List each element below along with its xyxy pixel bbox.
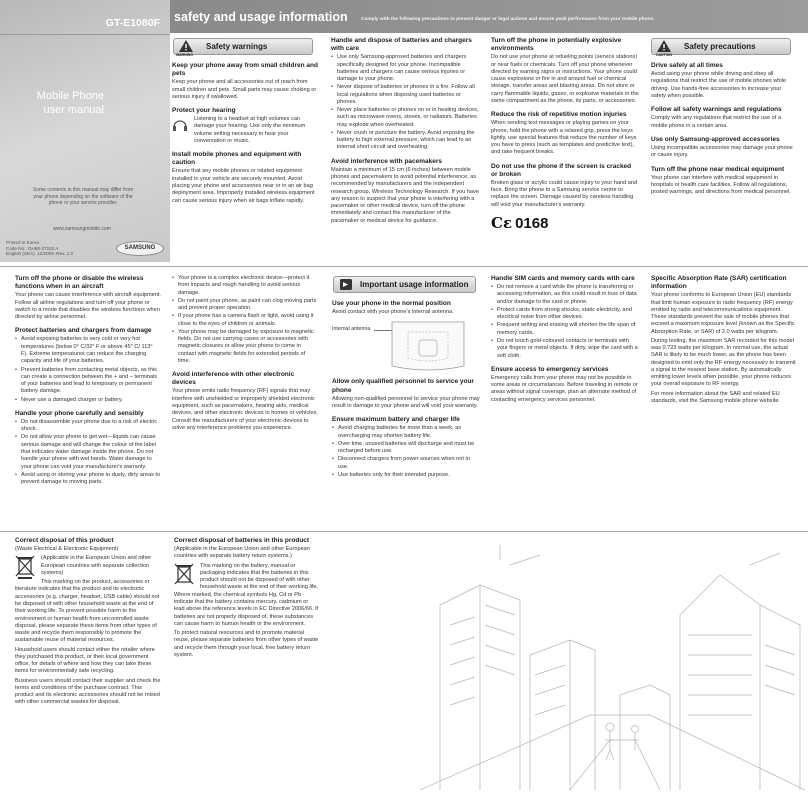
list-item: • Never place batteries or phones on or in heating devices, such as microwave ovens, stoves, or radiators. Batteries may explode when overheated. [331, 107, 479, 129]
list-item: • Do not paint your phone, as paint can clog moving parts and prevent proper operation. [172, 298, 318, 313]
list-item: • Never crush or puncture the battery. Avoid exposing the battery to high external pressure, which can lead to an internal short circuit and overheating. [331, 130, 479, 152]
antenna-diagram [332, 320, 480, 372]
section-heading: Protect batteries and chargers from damage [15, 327, 152, 335]
section-heading: Follow all safety warnings and regulations [651, 106, 782, 114]
section-heading: Correct disposal of batteries in this product [174, 537, 310, 544]
paragraph: Your phone can cause interference with aircraft equipment. Follow all airline regulations and turn off your phone or switch to a mode that disables the wireless functions when directed by airline personnel. [15, 292, 161, 321]
section-battery-disposal [174, 537, 320, 661]
samsung-logo: SAMSUNG [116, 241, 164, 256]
list-item: • Avoid exposing batteries to very cold or very hot temperatures (below 0° C/32° F or above 45° C/ 113° F). Extreme temperatures can reduce the charging capacity and life of your batteries. [15, 336, 161, 365]
cover-note: Some contents in this manual may differ from your phone depending on the software of the phone or your service provider. [32, 187, 134, 206]
paragraph: Broken glass or acrylic could cause injury to your hand and face. Bring the phone to a Samsung service centre to replace the screen. Damage caused by careless handling will void your manufacturer's warranty. [491, 179, 638, 208]
list-item: • Your phone is a complex electronic device—protect it from impacts and rough handling to avoid serious damage. [172, 275, 318, 297]
fold-line [0, 266, 808, 267]
list-item: • Disconnect chargers from power sources when not in use. [332, 456, 480, 471]
section-heading: Ensure maximum battery and charger life [332, 416, 460, 424]
paragraph: Household users should contact either the retailer where they purchased this product, or their local government office, for details of where and how they can take these items for environmentally safe recycling. [15, 646, 155, 675]
list-item: • Use only Samsung-approved batteries and chargers specifically designed for your phone. Incompatible batteries and chargers can cause serious injuries or damage to your phone. [331, 54, 479, 83]
paragraph: (Waste Electrical & Electronic Equipment) [15, 546, 119, 553]
section-safety-precautions [651, 62, 797, 198]
paragraph: This marking on the battery, manual or packaging indicates that the batteries in this product should not be disposed of with other household waste at the end of their working life. Where marked, the chemical symbols Hg, Cd or Pb indicate that the battery contains mercury, cadmium or lead above the reference levels in EC Directive 2006/66. If batteries are not properly disposed of, these substances can cause harm to human health or the environment. [174, 562, 319, 627]
list-item: • Do not disassemble your phone due to a risk of electric shock. [15, 419, 161, 434]
list-item: • If your phone has a camera flash or light, avoid using it close to the eyes of children or animals. [172, 313, 318, 328]
section-heading: Handle SIM cards and memory cards with care [491, 275, 635, 282]
header-bar [170, 0, 808, 33]
phone-illustration [388, 320, 468, 372]
paragraph: Using incompatible accessories may damage your phone or cause injury. [651, 144, 793, 159]
paragraph: Keep your phone and all accessories out of reach from small children and pets. Small parts may cause choking or serious injury if swallowed. [172, 79, 317, 100]
section-heading: Turn off the phone in potentially explosive environments [491, 37, 622, 53]
list-item: • Avoid using or storing your phone in dusty, dirty areas to prevent damage to moving parts. [15, 472, 161, 487]
paragraph: (Applicable in the European Union and other European countries with separate battery return systems.) [174, 546, 310, 560]
paragraph: Comply with any regulations that restrict the use of a mobile phone in a certain area. [651, 115, 781, 129]
list-item: • Never dispose of batteries or phones in a fire. Follow all local regulations when disposing used batteries or phones. [331, 84, 479, 106]
list-item: • Prevent batteries from contacting metal objects, as this can create a connection between the + and – terminals of your batteries and lead to temporary or permanent battery damage. [15, 367, 161, 396]
section-heading: Specific Absorption Rate (SAR) certification information [651, 275, 787, 291]
section-heading: Turn off the phone or disable the wireless functions when in an aircraft [15, 275, 144, 291]
section-aircraft-batteries [15, 275, 161, 487]
list-item: • Protect cards from strong shocks, static electricity, and electrical noise from other devices. [491, 307, 639, 322]
paragraph: Do not use your phone at refueling points (service stations) or near fuels or chemicals. Turn off your phone whenever directed by warning signs or instructions. Your phone could cause explosions or fire in and around fuel or chemical storage, transfer areas and blasting areas. Do not store or carry flammable liquids, gases, or explosive materials in the same compartment as the phone, its parts, or accessories. [491, 54, 639, 104]
section-safety-warnings [172, 62, 318, 207]
cover-title-line1: Mobile Phone [36, 90, 104, 102]
section-device-care [172, 275, 318, 434]
section-sim-emergency [491, 275, 639, 406]
crossed-bin-icon [15, 555, 37, 581]
print-info: Printed in Korea Code No.: GH68-27162 A English (SEA). 12/2009. Rev. 1.0 [6, 240, 74, 257]
paragraph: Allowing non-qualified personnel to service your phone may result in damage to your phone and will void your warranty. [332, 395, 480, 409]
header-tagline: Comply with the following precautions to prevent danger or legal actions and ensure peak performance from your mobile phone. [361, 17, 655, 22]
section-explosive-motion [491, 37, 639, 233]
cover-panel [0, 0, 170, 262]
headset-icon [172, 116, 190, 145]
cover-title-line2: user manual [43, 104, 104, 116]
section-sar [651, 275, 797, 407]
list-item: • Do not allow your phone to get wet—liquids can cause serious damage and will change the colour of the label that indicates water damage inside the phone. Do not handle your phone with wet hands. Water damage to your phone can void your manufacturer's warranty. [15, 434, 161, 470]
paragraph: Your phone can interfere with medical equipment in hospitals or health care facilities. Follow all regulations, posted warnings, and directions from medical personnel. [651, 174, 791, 196]
antenna-label: Internal antenna [332, 326, 371, 333]
ce-mark: Cε 0168 [491, 213, 549, 232]
section-heading: Allow only qualified personnel to service your phone [332, 378, 474, 394]
ce-icon: Cε [491, 213, 513, 232]
paragraph: This marking on the product, accessories or literature indicates that the product and its electronic accessories (e.g. charger, headset, USB cable) should not be disposed of with other household waste at the end of their working life. To prevent possible harm to the environment or human health from uncontrolled waste disposal, please separate these items from other types of waste and recycle them responsibly to promote the sustainable reuse of material resources. [15, 579, 160, 644]
important-usage-header [333, 276, 476, 293]
model-number: GT-E1080F [105, 17, 160, 29]
safety-precautions-header [651, 38, 791, 55]
crossed-bin-battery-icon [174, 563, 196, 589]
fold-line-2 [0, 531, 808, 532]
list-item: • Over time, unused batteries will discharge and must be recharged before use. [332, 441, 480, 456]
list-item: • Use batteries only for their intended purpose. [332, 472, 480, 479]
warning-icon-label: WARNING [176, 53, 193, 57]
important-usage-label: Important usage information [360, 280, 469, 289]
list-item: • Do not touch gold-coloured contacts or terminals with your fingers or metal objects. If dirty, wipe the card with a soft cloth. [491, 338, 639, 360]
section-heading: Use your phone in the normal position [332, 300, 451, 307]
section-heading: Ensure access to emergency services [491, 365, 609, 373]
section-heading: Protect your hearing [172, 107, 236, 115]
cover-website: www.samsungmobile.com [53, 226, 111, 232]
section-product-disposal [15, 537, 161, 709]
safety-warnings-header [173, 38, 313, 55]
paragraph: Ensure that any mobile phones or related equipment installed in your vehicle are securely mounted. Avoid placing your phone and accessories near or in an air bag deployment area. Improperly installed wireless equipment can cause serious injury when air bags inflate rapidly. [172, 168, 315, 204]
paragraph: Maintain a minimum of 15 cm (6 inches) between mobile phones and pacemakers to avoid potential interference, as recommended by manufacturers and the independent research group, Wireless Technology Research. If you have any reason to suspect that your phone is interfering with a pacemaker or other medical device, turn off the phone immediately and contact the manufacturer of the pacemaker or medical device for guidance. [331, 166, 479, 224]
paragraph: Avoid using your phone while driving and obey all regulations that restrict the use of mobile phones while driving. Use hands-free accessories to increase your safety when possible. [651, 71, 786, 99]
list-item: • Avoid charging batteries for more than a week, as overcharging may shorten battery life. [332, 425, 480, 440]
paragraph: During testing, the maximum SAR recorded for this model was 0.723 watts per kilogram. In normal use, the actual SAR is likely to be much lower, as the phone has been designed to emit only the RF energy necessary to transmit a signal to the nearest base station. By automatically emitting lower levels when possible, your phone reduces your overall exposure to RF energy. [651, 337, 796, 388]
list-item: • Never use a damaged charger or battery. [15, 397, 161, 404]
paragraph: For more information about the SAR and related EU standards, visit the Samsung mobile phone website. [651, 390, 781, 404]
section-heading: Do not use the phone if the screen is cracked or broken [491, 162, 632, 178]
section-heading: Avoid interference with other electronic devices [172, 371, 295, 387]
paragraph: To protect natural resources and to promote material reuse, please separate batteries from other types of waste and recycle them through your local, free battery return system. [174, 630, 319, 658]
caution-icon-label: CAUTION [656, 53, 672, 57]
info-arrow-icon [340, 279, 352, 295]
paragraph: Your phone emits radio frequency (RF) signals that may interfere with unshielded or improperly shielded electronic equipment, such as pacemakers, hearing aids, medical devices, and other electronic devices in homes or vehicles. Consult the manufacturers of your electronic devices to solve any interference problems you experience. [172, 388, 318, 431]
paragraph: Business users should contact their supplier and check the terms and conditions of the purchase contract. This product and its electronic accessories should not be mixed with other commercial wastes for disposal. [15, 677, 161, 706]
section-important-usage [332, 300, 480, 480]
paragraph: Your phone conforms to European Union (EU) standards that limit human exposure to radio frequency (RF) energy emitted by radio and telecommunications equipment. These standards prevent the sale of mobile phones that exceed a maximum exposure level (known as the Specific Absorption Rate, or SAR) of 2.0 watts per kilogram. [651, 292, 795, 335]
list-item: • Your phone may be damaged by exposure to magnetic fields. Do not use carrying cases or accessories with magnetic closures or allow your phone to come in contact with magnetic fields for extended periods of time. [172, 329, 318, 365]
city-street-illustration [420, 545, 805, 790]
header-title: safety and usage information [174, 10, 348, 24]
paragraph: When sending text messages or playing games on your phone, hold the phone with a relaxed grip, press the keys lightly, use special features that reduce the number of keys you have to press (such as templates and predictive text), and take frequent breaks. [491, 120, 637, 156]
section-heading: Install mobile phones and equipment with caution [172, 151, 302, 167]
safety-warnings-label: Safety warnings [206, 42, 268, 51]
list-item: • Frequent writing and erasing will shorten the life span of memory cards. [491, 322, 639, 337]
section-heading: Correct disposal of this product [15, 537, 114, 544]
section-batteries-pacemakers [331, 37, 479, 227]
paragraph: Listening to a headset at high volumes can damage your hearing. Use only the minimum volume setting necessary to hear your conversation or music. [172, 116, 318, 145]
section-heading: Avoid interference with pacemakers [331, 157, 443, 165]
cover-divider [0, 34, 170, 35]
section-heading: Use only Samsung-approved accessories [651, 135, 780, 143]
section-heading: Reduce the risk of repetitive motion injuries [491, 111, 627, 119]
list-item: • Do not remove a card while the phone is transferring or accessing information, as this could result in loss of data and/or damage to the card or phone. [491, 284, 639, 306]
section-heading: Handle and dispose of batteries and chargers with care [331, 37, 472, 53]
paragraph: Emergency calls from your phone may not be possible in some areas or circumstances. Before traveling in remote or areas without signal coverage, plan an alternate method of contacting emergency services personnel. [491, 374, 638, 403]
section-heading: Keep your phone away from small children and pets [172, 62, 318, 78]
safety-precautions-label: Safety precautions [684, 42, 756, 51]
paragraph: (Applicable in the European Union and other European countries with separate collection systems) [15, 555, 161, 577]
section-heading: Handle your phone carefully and sensibly [15, 409, 144, 417]
section-heading: Drive safely at all times [651, 62, 723, 69]
paragraph: Avoid contact with your phone's internal antenna. [332, 309, 454, 316]
section-heading: Turn off the phone near medical equipment [651, 165, 785, 173]
